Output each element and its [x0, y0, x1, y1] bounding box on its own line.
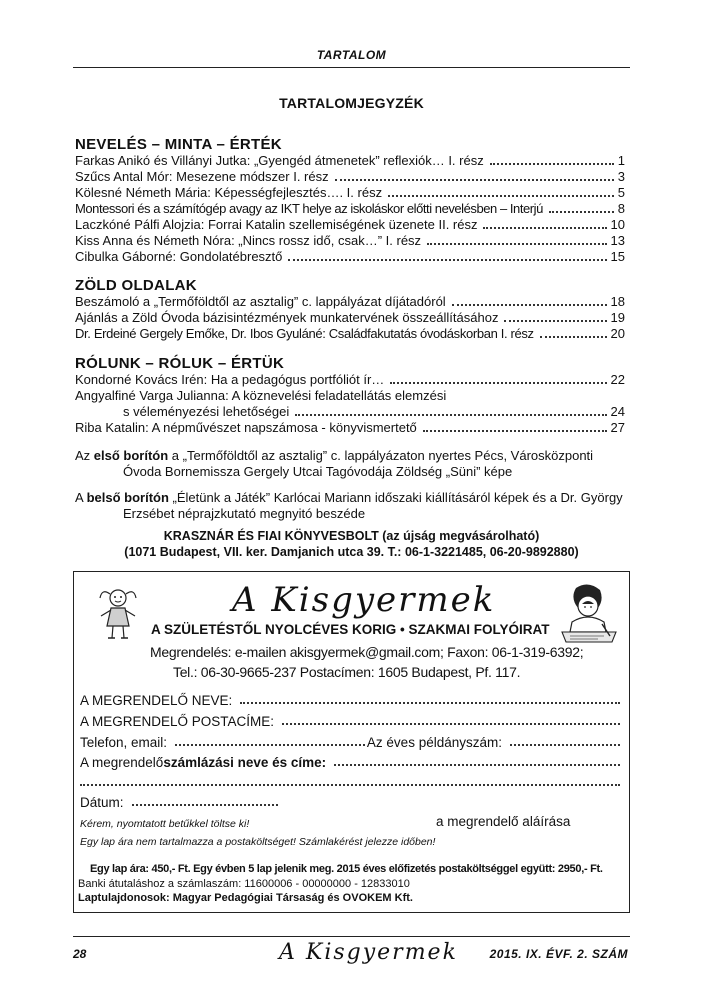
toc-entry[interactable]: Dr. Erdeiné Gergely Emőke, Dr. Ibos Gyuláné: Családfakutatás óvodáskorban I. rész 20 [75, 326, 625, 341]
running-head: TARTALOM [316, 48, 387, 62]
footer-page-number: 28 [73, 947, 87, 961]
inner-cover-note-cont: Erzsébet néprajzkutató megnyitó beszéde [123, 506, 366, 521]
child-writing-icon [558, 582, 618, 644]
owners-info: Laptulajdonosok: Magyar Pedagógiai Társaság és OVOKEM Kft. [78, 892, 413, 904]
section-heading: RÓLUNK – RÓLUK – ÉRTÜK [75, 355, 285, 372]
toc-entry[interactable]: Montessori és a számítógép avagy az IKT helye az iskoláskor előtti nevelésben – Interjú 8 [75, 201, 625, 216]
bookstore-line-2: (1071 Budapest, VII. ker. Damjanich utca 39. T.: 06-1-3221485, 06-20-9892880) [124, 545, 579, 559]
toc-entry[interactable]: Farkas Anikó és Villányi Jutka: „Gyengéd átmenetek” reflexiók… I. rész 1 [75, 153, 625, 168]
toc-entry[interactable]: Beszámoló a „Termőföldtől az asztalig” c. lappályázat díjátadóról 18 [75, 294, 625, 309]
section-heading: NEVELÉS – MINTA – ÉRTÉK [75, 136, 282, 153]
signature-label: a megrendelő aláírása [436, 814, 571, 829]
foot-rule [73, 936, 630, 937]
field-date[interactable]: Dátum: [80, 792, 280, 810]
toc-entry[interactable]: Riba Katalin: A népművészet napszámosa - könyvismertető 27 [75, 420, 625, 435]
field-name[interactable]: A MEGRENDELŐ NEVE: [80, 690, 622, 708]
toc-entry[interactable]: Kölesné Németh Mária: Képességfejlesztés…. I. rész 5 [75, 185, 625, 200]
inner-cover-note: A belső borítón „Életünk a Játék” Karlócai Mariann időszaki kiállításáról képek és a Dr. György [75, 490, 623, 505]
field-address[interactable]: A MEGRENDELŐ POSTACÍME: [80, 711, 622, 729]
footer-brand: A Kisgyermek [279, 940, 458, 965]
field-phone-copies[interactable]: Telefon, email: Az éves példányszám: [80, 732, 622, 750]
toc-entry[interactable]: Cibulka Gáborné: Gondolatébresztő 15 [75, 249, 625, 264]
footer-issue: 2015. IX. ÉVF. 2. SZÁM [489, 947, 628, 961]
toc-entry[interactable]: Szűcs Antal Mór: Mesezene módszer I. rész 3 [75, 169, 625, 184]
toc-entry[interactable]: Kiss Anna és Németh Nóra: „Nincs rossz idő, csak…” I. rész 13 [75, 233, 625, 248]
price-info: Egy lap ára: 450,- Ft. Egy évben 5 lap jelenik meg. 2015 éves előfizetés postaköltséggel együtt: 2950,- Ft. [90, 863, 603, 875]
toc-entry[interactable]: Ajánlás a Zöld Óvoda bázisintézmények munkatervének összeállításához 19 [75, 310, 625, 325]
outer-cover-note: Az első borítón a „Termőföldtől az asztalig” c. lappályázaton nyertes Pécs, Városközponti [75, 448, 594, 463]
field-billing-cont[interactable] [80, 772, 622, 790]
order-form-subtitle: A SZÜLETÉSTŐL NYOLCÉVES KORIG • SZAKMAI FOLYÓIRAT [151, 622, 550, 637]
note-postage: Egy lap ára nem tartalmazza a postaköltséget! Számlakérést jelezze időben! [80, 836, 436, 848]
girl-drawing-icon [97, 584, 139, 642]
bookstore-line-1: KRASZNÁR ÉS FIAI KÖNYVESBOLT (az újság megvásárolható) [163, 529, 540, 543]
toc-entry-text[interactable]: Angyalfiné Varga Julianna: A köznevelési feladatellátás elemzési [75, 388, 447, 403]
order-contact-1: Megrendelés: e-mailen akisgyermek@gmail.com; Faxon: 06-1-319-6392; [150, 644, 584, 660]
field-billing[interactable]: A megrendelő számlázási neve és címe: [80, 752, 622, 770]
head-rule [73, 67, 630, 68]
toc-title: TARTALOMJEGYZÉK [279, 95, 424, 111]
outer-cover-note-cont: Óvoda Bornemissza Gergely Utcai Tagóvodája Zöldség „Süni” képe [123, 464, 513, 479]
toc-entry-continued[interactable]: s véleményezési lehetőségei 24 [123, 404, 625, 419]
order-form-brand: A Kisgyermek [232, 580, 496, 620]
toc-entry[interactable]: Kondorné Kovács Irén: Ha a pedagógus portfóliót ír… 22 [75, 372, 625, 387]
bank-info: Banki átutaláshoz a számlaszám: 11600006 - 00000000 - 12833010 [78, 878, 410, 890]
order-contact-2: Tel.: 06-30-9665-237 Postacímen: 1605 Budapest, Pf. 117. [173, 664, 521, 680]
toc-entry[interactable]: Laczkóné Pálfi Alojzia: Forrai Katalin szellemiségének üzenete II. rész 10 [75, 217, 625, 232]
note-capitals: Kérem, nyomtatott betűkkel töltse ki! [80, 818, 250, 830]
section-heading: ZÖLD OLDALAK [75, 277, 197, 294]
